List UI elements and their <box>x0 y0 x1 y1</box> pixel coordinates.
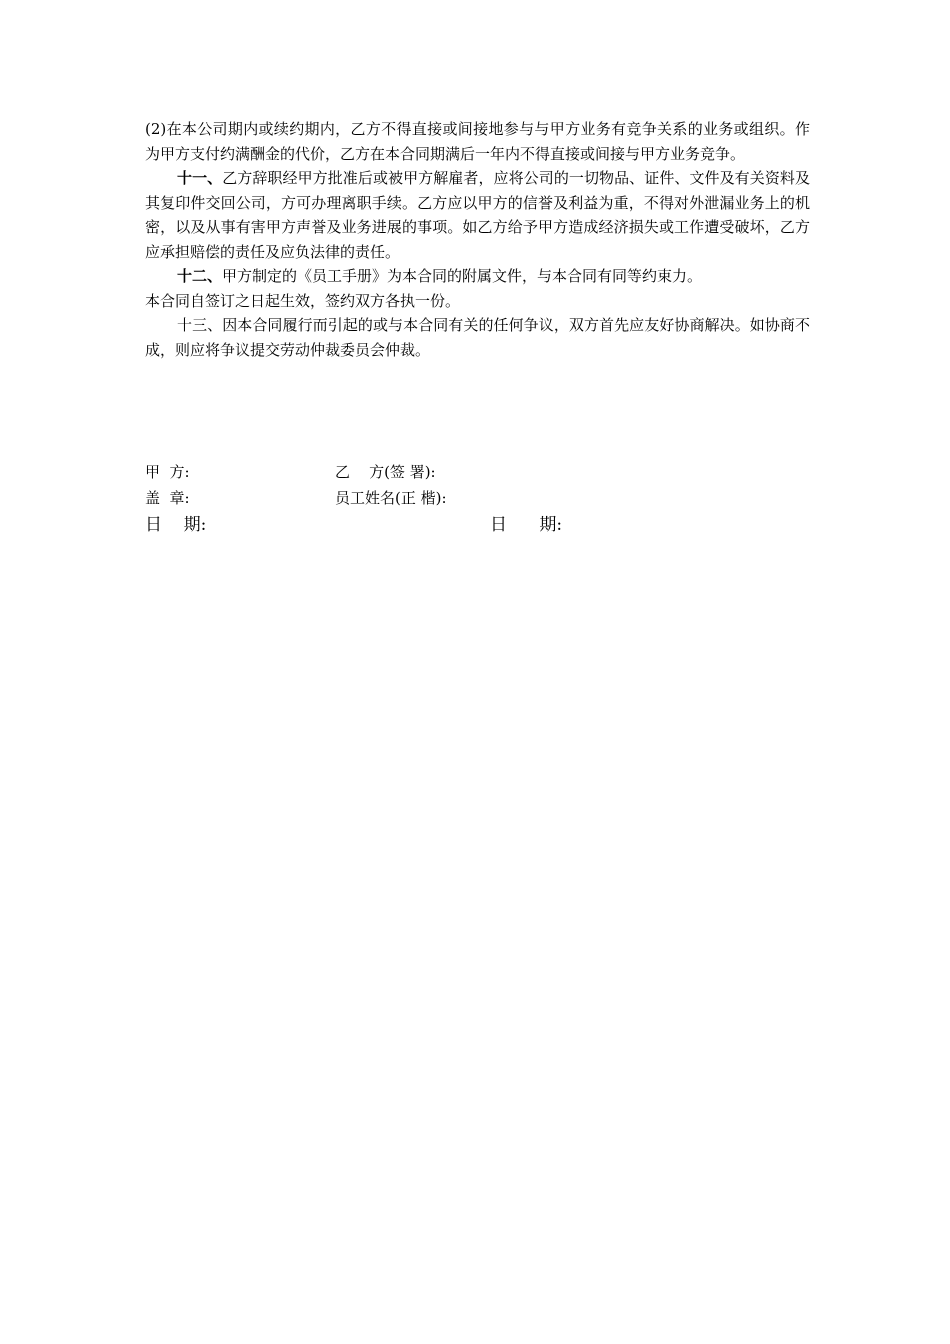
paragraph-clause-13: 十三、因本合同履行而引起的或与本合同有关的任何争议，双方首先应友好协商解决。如协商不成，则应将争议提交劳动仲裁委员会仲裁。 <box>145 316 810 359</box>
clause-12-text: 甲方制定的《员工手册》为本合同的附属文件，与本合同有同等约束力。 <box>222 267 703 285</box>
contract-body <box>145 117 810 362</box>
paragraph-effective: 本合同自签订之日起生效，签约双方各执一份。 <box>145 291 461 310</box>
clause-11-heading: 十一、 <box>177 169 223 187</box>
paragraph-clause-12 <box>145 264 810 289</box>
seal-label: 盖 章: <box>145 489 190 507</box>
clause-11-text: 乙方辞职经甲方批准后或被甲方解雇者，应将公司的一切物品、证件、文件及有关资料及其复印件交回公司，方可办理离职手续。乙方应以甲方的信誉及利益为重，不得对外泄漏业务上的机密，以及从事有害甲方声誉及业务进展的事项。如乙方给予甲方造成经济损失或工作遭受破坏，乙方应承担赔偿的责任及应负法律的责任。 <box>145 169 810 261</box>
paragraph-clause-11 <box>145 166 810 264</box>
party-b-label: 乙 方(签 署): <box>335 463 436 481</box>
party-a-label: 甲 方: <box>145 463 190 481</box>
employee-name-label: 员工姓名(正 楷): <box>335 489 447 507</box>
party-b-date-label: 日 期: <box>490 515 563 535</box>
paragraph-non-compete: (2)在本公司期内或续约期内，乙方不得直接或间接地参与与甲方业务有竞争关系的业务或组织。作为甲方支付约满酬金的代价，乙方在本合同期满后一年内不得直接或间接与甲方业务竞争。 <box>145 120 810 163</box>
clause-12-heading: 十二、 <box>177 267 223 285</box>
party-a-date-label: 日 期: <box>145 515 207 535</box>
